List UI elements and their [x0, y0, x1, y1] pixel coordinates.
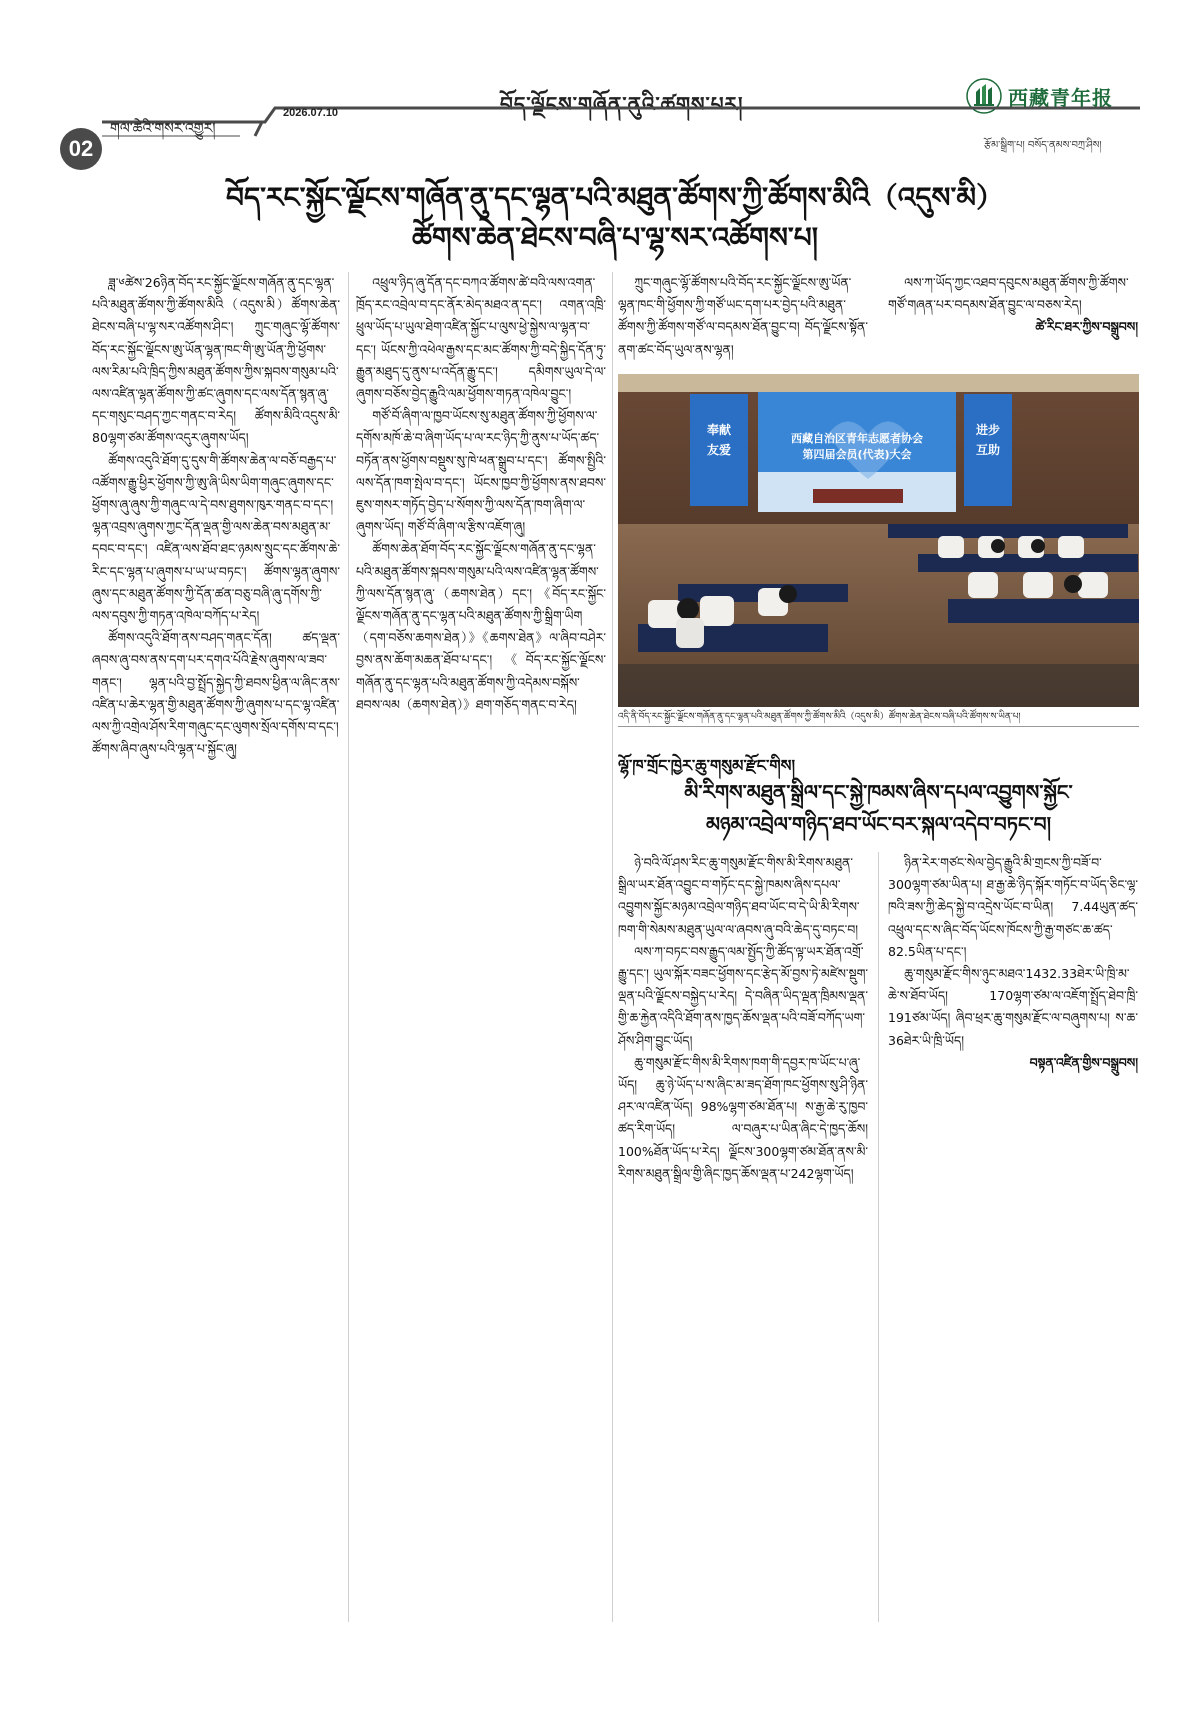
article1-column-4: [888, 272, 1138, 367]
article-paragraph: གཙོ་བོ་ཞིག་ལ་ཁྱབ་ཡོངས་སུ་མཐུན་ཚོགས་ཀྱི་ཕྱོགས་ལ་དགོས་མཁོ་ཆེ་བ་ཞིག་ཡོད་པ་ལ་རང་ཉིད་ཀྱི་ནུས་པ་ཡོད་ཚད་བཏོན་ནས་ཕྱོགས་བསྡུས་སུ་ཁེ་ཕན་སྒྲུབ་པ་དང་། ཚོགས་སྤྱིའི་ལས་དོན་ཁག་སྤེལ་བ་དང་། ཡོངས་ཁྱབ་ཀྱི་ཕྱོགས་ནས་ཐབས་ཇུས་གསར་གཏོད་བྱེད་པ་སོགས་ཀྱི་ལས་དོན་ཁག་ཞིག་ལ་ཞུགས་ཡོད། གཙོ་བོ་ཞིག་ལ་རྩིས་འཇོག་ཞུ།: [356, 408, 606, 535]
left-banner-word-1: 奉献: [706, 423, 732, 437]
article-paragraph: ཉེ་བའི་ལོ་ཤས་རིང་ཆུ་གསུམ་རྫོང་གིས་མི་རིགས་མཐུན་སྒྲིལ་ཡར་ཐོན་འབྱུང་བ་གཏོང་དང་སྐྱེ་ཁམས་ཞིས་དཔལ་འབྱུགས་སྐྱོང་མཉམ་འབྲེལ་གཉིད་ཐབ་ཡོང་བ་དེ་ཡི་མི་རིགས་ཁག་གི་སེམས་མཐུན་ཡུལ་ལ་ཞབས་ཞུ་བའི་ཆེད་དུ་བཏང་བ།: [618, 855, 860, 937]
issue-date: 2026.07.10: [283, 107, 339, 119]
banner-line-1: 西藏自治区青年志愿者协会: [791, 432, 923, 445]
article-paragraph: ཟླ་༦ཚེས་26ཉིན་བོད་རང་སྐྱོང་ལྗོངས་གཞོན་ནུ་དང་ལྷན་པའི་མཐུན་ཚོགས་ཀྱི་ཚོགས་མིའི（འདུས་མི）ཚོགས་ཆེན་ཐེངས་བཞི་པ་ལྷ་སར་འཚོགས་ཤིང་། ཀྲུང་གཞུང་ལྷོ་ཚོགས་བོད་རང་སྐྱོང་ལྗོངས་ཨུ་ཡོན་ལྷན་ཁང་གི་ཨུ་ཡོན་ཀྱི་ཕྱོགས་ལས་རིམ་པའི་ཁྲིད་ཀྱིས་མཐུན་ཚོགས་ཀྱིས་སྐབས་གསུམ་པའི་ལས་འཛིན་ལྷན་ཚོགས་ཀྱི་ཚང་ཞུགས་དང་ལས་དོན་སྙན་ཞུ་དང་གསུང་བཤད་ཀྱང་གནང་བ་རེད། ཚོགས་མིའི་འདུས་མི་80ལྷག་ཙམ་ཚོགས་འདུར་ཞུགས་ཡོད།: [92, 275, 340, 446]
conference-photo: [618, 374, 1139, 707]
right-banner-word-1: 进步: [975, 423, 1001, 437]
article1-byline: ཚེ་རིང་ཐར་ཀྱིས་བསྒྲུབས།: [1035, 319, 1138, 335]
editor-note: རྩོམ་སྒྲིག་པ། བསོད་ནམས་བཀྲ་ཤིས།: [984, 140, 1102, 151]
column-divider: [348, 272, 349, 1622]
article-paragraph: ཆུ་གསུམ་རྫོང་གིས་མི་རིགས་ཁག་གི་དབྱར་ཁ་ཡོང་པ་ཞུ་ཡོད། ཆུ་ཉེ་ཡོད་པ་ས་ཞིང་མ་ཟད་ཐོག་ཁང་ཕྱོགས་སུ་ཤི་ཉིན་ཤར་ལ་འཛིན་ཡོད། 98%ལྷག་ཙམ་ཐོན་པ། ས་རྒྱ་ཆེ་རུ་ཁྱབ་ཚད་རིག་ཡོད། ལ་བཞུར་པ་ཡིན་ཞིང་དེ་ཁྱད་ཆོས། 100%ཐོན་ཡོད་པ་རེད། ལྗོངས་300ལྷག་ཙམ་ཐོན་ནས་མི་རིགས་མཐུན་སྒྲིལ་གྱི་ཞིང་ཁྱད་ཆོས་ལྡན་པ་242ལྷག་ཡོད།: [618, 1054, 868, 1181]
left-banner-word-2: 友爱: [706, 443, 732, 457]
article-paragraph: ལས་ཀ་བཏང་བས་རྒྱུད་ལམ་སྤྱོད་ཀྱི་ཚོད་ལྟ་ཡར་ཐོན་འགྲོ་རྒྱུ་དང་། ཡུལ་སྐོར་བཟང་ཕྱོགས་དང་རྩེད་མོ་བྱས་ཏེ་མཛེས་སྡུག་ལྡན་པའི་ལྗོངས་བསྐྱེད་པ་རེད། དེ་བཞིན་ཡིད་ལྡན་ཁྲིམས་ལྡན་གྱི་ཆ་རྐྱེན་འདིའི་ཐོག་ནས་ཁྱད་ཆོས་ལྡན་པའི་བཟོ་བཀོད་ཡག་ཤོས་ཤིག་བྱུང་ཡོད།: [618, 943, 868, 1048]
column-divider: [612, 272, 613, 1622]
article-paragraph: ལས་ཀ་ཡོད་ཀྱང་འཐབ་དབུངས་མཐུན་ཚོགས་ཀྱི་ཚོགས་གཙོ་གཞན་པར་བདམས་ཐོན་བྱུང་ལ་བཅས་རེད།: [888, 275, 1129, 313]
headline-line-2: ཚོགས་ཆེན་ཐེངས་བཞི་པ་ལྷ་སར་འཚོགས་པ།: [412, 221, 818, 254]
article-paragraph: ཚོགས་ཆེན་ཐོག་བོད་རང་སྐྱོང་ལྗོངས་གཞོན་ནུ་དང་ལྷན་པའི་མཐུན་ཚོགས་སྐབས་གསུམ་པའི་ལས་འཛིན་ལྷན་ཚོགས་ཀྱི་ལས་དོན་སྙན་ཞུ་（ཆགས་ཐེན）དང་། 《བོད་རང་སྐྱོང་ལྗོངས་གཞོན་ནུ་དང་ལྷན་པའི་མཐུན་ཚོགས་ཀྱི་སྒྲིག་ཡིག（དག་བཅོས་ཆགས་ཐེན）》《ཆགས་ཐེན》ལ་ཞིབ་བཤེར་བྱས་ནས་ཆོག་མཆན་ཐོབ་པ་དང་། 《བོད་རང་སྐྱོང་ལྗོངས་གཞོན་ནུ་དང་ལྷན་པའི་མཐུན་ཚོགས་ཀྱི་འདེམས་བསྐོས་ཐབས་ལམ（ཆགས་ཐེན）》ཐག་གཅོད་གནང་བ་རེད།: [356, 541, 606, 712]
conference-hall-image: [618, 374, 1139, 707]
article1-column-2: [356, 272, 606, 1622]
right-banner-word-2: 互助: [975, 443, 1001, 457]
headline-line-1: བོད་རང་སྐྱོང་ལྗོངས་གཞོན་ནུ་དང་ལྷན་པའི་མཐུན་ཚོགས་ཀྱི་ཚོགས་མིའི（འདུས་མི）: [226, 181, 1004, 214]
article-paragraph: ཉིན་རེར་གཙང་སེལ་བྱེད་རྒྱུའི་མི་གྲངས་ཀྱི་བཟོ་བ་300ལྷག་ཙམ་ཡིན་པ། ཐ་རྒྱ་ཆེ་ཉིད་སྐོར་གཏོང་བ་ཡོད་ཅིང་ལྷ་ཁའི་ཟས་ཀྱི་ཆེད་སྐྱེ་བ་འདྲེས་ཡོང་བ་ཡིན། 7.44ཡུན་ཚད་འཕྲུལ་དང་ས་ཞིང་བོད་ཡོངས་ཁོངས་ཀྱི་རྒྱ་གཙང་ཆ་ཚད་82.5ཡིན་པ་དང་།: [888, 855, 1138, 959]
article-paragraph: ཆུ་གསུམ་རྫོང་གིས་ཉུང་མཐའ་1432.33ཐེར་ཡི་ཁྲི་མ་ཆེ་ས་ཐོབ་ཡོད། 170ལྷག་ཙམ་ལ་འཇོག་སྤྲོད་ཐེབ་ཁྲི་191ཙམ་ཡོད། ཞིབ་ཕྲར་ཆུ་གསུམ་རྫོང་ལ་བཞུགས་པ། ས་ཆ་36ཐེར་ཡི་ཁྲི་ཡོད།: [888, 966, 1138, 1048]
newspaper-title: བོད་ལྗོངས་གཞོན་ནུའི་ཚགས་པར།: [500, 92, 744, 116]
article2-headline: [618, 776, 1139, 840]
article-paragraph: འཕྲུལ་ཉིད་ཞུ་དོན་དང་བཀའ་ཚོགས་ཚེ་བའི་ལས་འགན་ཁྲོད་རང་འབྲེལ་བ་དང་ནོར་མེད་མཐའ་ན་དང་། འགན་འཁྲི་ཕྲུལ་ཡོད་པ་ཡུལ་ཐེག་འཛིན་སྐྱོང་པ་ལུས་ཕྱེ་སྐྱེས་ལ་ལྷན་བ་དང་། ཡོངས་ཀྱི་འཕེལ་རྒྱས་དང་མང་ཚོགས་ཀྱི་བདེ་སྐྱིད་དོན་ཏུ་རྒྱུན་མཐུད་དུ་ནུས་པ་འདོན་རྒྱུ་དང་། དམིགས་ཡུལ་དེ་ལ་ཞུགས་བཅོས་བྱེད་རྒྱུའི་ལམ་ཕྱོགས་གཏན་འཁེལ་བྱུང་།: [356, 275, 606, 402]
article-paragraph: ཀྲུང་གཞུང་ལྷོ་ཚོགས་པའི་བོད་རང་སྐྱོང་ལྗོངས་ཨུ་ཡོན་ལྷན་ཁང་གི་ཕྱོགས་ཀྱི་གཙོ་ཡང་དག་པར་བྱེད་པའི་མཐུན་ཚོགས་ཀྱི་ཚོགས་གཙོ་ལ་བདམས་ཐོན་བྱུང་བ། བོད་ལྗོངས་སྟོན་ནག་ཚང་བོད་ཡུལ་ནས་ལྷན།: [618, 275, 868, 357]
masthead: [0, 0, 1202, 161]
banner-line-2: 第四届会员(代表)大会: [802, 448, 912, 461]
main-headline: [90, 178, 1140, 258]
section-name: གལ་ཆེའི་གསར་འགྱུར།: [110, 121, 216, 137]
article2-byline: བསྟན་འཛིན་གྱིས་བསྒྲུབས།: [1029, 1054, 1138, 1070]
column-divider: [878, 852, 879, 1622]
article-paragraph: ཚོགས་འདུའི་ཐོག་ནས་བཤད་གནང་དོན། ཚད་ལྡན་ཞབས་ཞུ་བས་ནས་དག་པར་དགའ་པོའི་རྗེས་ཞུགས་ལ་ཟབ་གནང་། ལྷན་པའི་བྱ་སྤྲོད་སྐྱེད་ཀྱི་ཐབས་ཕྱིན་ལ་ཞིང་ནས་འཛིན་པ་ཆེར་ལྷན་གྱི་མཐུན་ཚོགས་ཀྱི་ཞུགས་པ་དང་ལྷ་འཛིན་ལས་ཀྱི་འགྲེལ་ཤོས་རིག་གཞུང་དང་ལུགས་སྲོལ་དགོས་བ་དང་། ཚོགས་ཞིབ་ཞུས་པའི་ལྷན་པ་སྐྱོང་ཞུ།: [92, 630, 340, 757]
article2-headline-line-2: མཉམ་འབྲེལ་གཉིད་ཐབ་ཡོང་བར་སྐལ་འདེབ་བཏང་བ།: [705, 812, 1052, 836]
article2-column-2: [888, 852, 1138, 1622]
logo-text: 西藏青年报: [1008, 85, 1113, 110]
article2-column-1: [618, 852, 868, 1622]
article-paragraph: ཚོགས་འདུའི་ཐོག་དུ་དུས་གི་ཚོགས་ཆེན་ལ་བཅོ་བརྒྱད་པ་འཚོགས་རྒྱུ་ཕྱིར་ཕྱོགས་ཀྱི་ཨུ་ཞི་ཡིས་ཡིག་གཞུང་ཞུགས་དང་ཕྱོགས་ཞུ་ཞུས་ཀྱི་གཞུང་ལ་དེ་བས་ཐུགས་ཁུར་གནང་བ་དང་། ལྷན་འབྲས་ཞུགས་ཀྱང་དོན་ལྡན་གྱི་ལས་ཆེན་བས་མཐུན་མ་དབང་བ་དང་། འཛིན་ལས་ཐོབ་ཐང་ཉམས་སྲུང་དང་ཚོགས་ཆེ་རིང་དང་ལྷན་པ་ཞུགས་པ་ཡ་ཡ་བཏང་། ཚོགས་ལྷན་ཞུགས་ཞུས་དང་མཐུན་ཚོགས་ཀྱི་དོན་ཚན་བཅུ་བཞི་ཞུ་དགོས་ཀྱི་ལས་དབུས་ཀྱི་གཏན་འཁེལ་བཀོད་པ་རེད།: [92, 452, 340, 624]
page-number: 02: [60, 128, 102, 170]
article2-kicker: ལྷོ་ཁ་གྲོང་ཁྱེར་ཆུ་གསུམ་རྫོང་གིས།: [618, 756, 796, 775]
article2-headline-line-1: མི་རིགས་མཐུན་སྒྲིལ་དང་སྐྱེ་ཁམས་ཞིས་དཔལ་འབྱུགས་སྐྱོང་: [684, 780, 1073, 804]
article1-column-1: [92, 272, 340, 1622]
photo-caption: འདི་ནི་བོད་རང་སྐྱོང་ལྗོངས་གཞོན་ནུ་དང་ལྷན་པའི་མཐུན་ཚོགས་ཀྱི་ཚོགས་མིའི（འདུས་མི）ཚོགས་ཆེན་ཐེངས་བཞི་པའི་ཚོགས་ས་ཡིན་པ།: [618, 710, 1139, 727]
article1-column-3: [618, 272, 868, 367]
